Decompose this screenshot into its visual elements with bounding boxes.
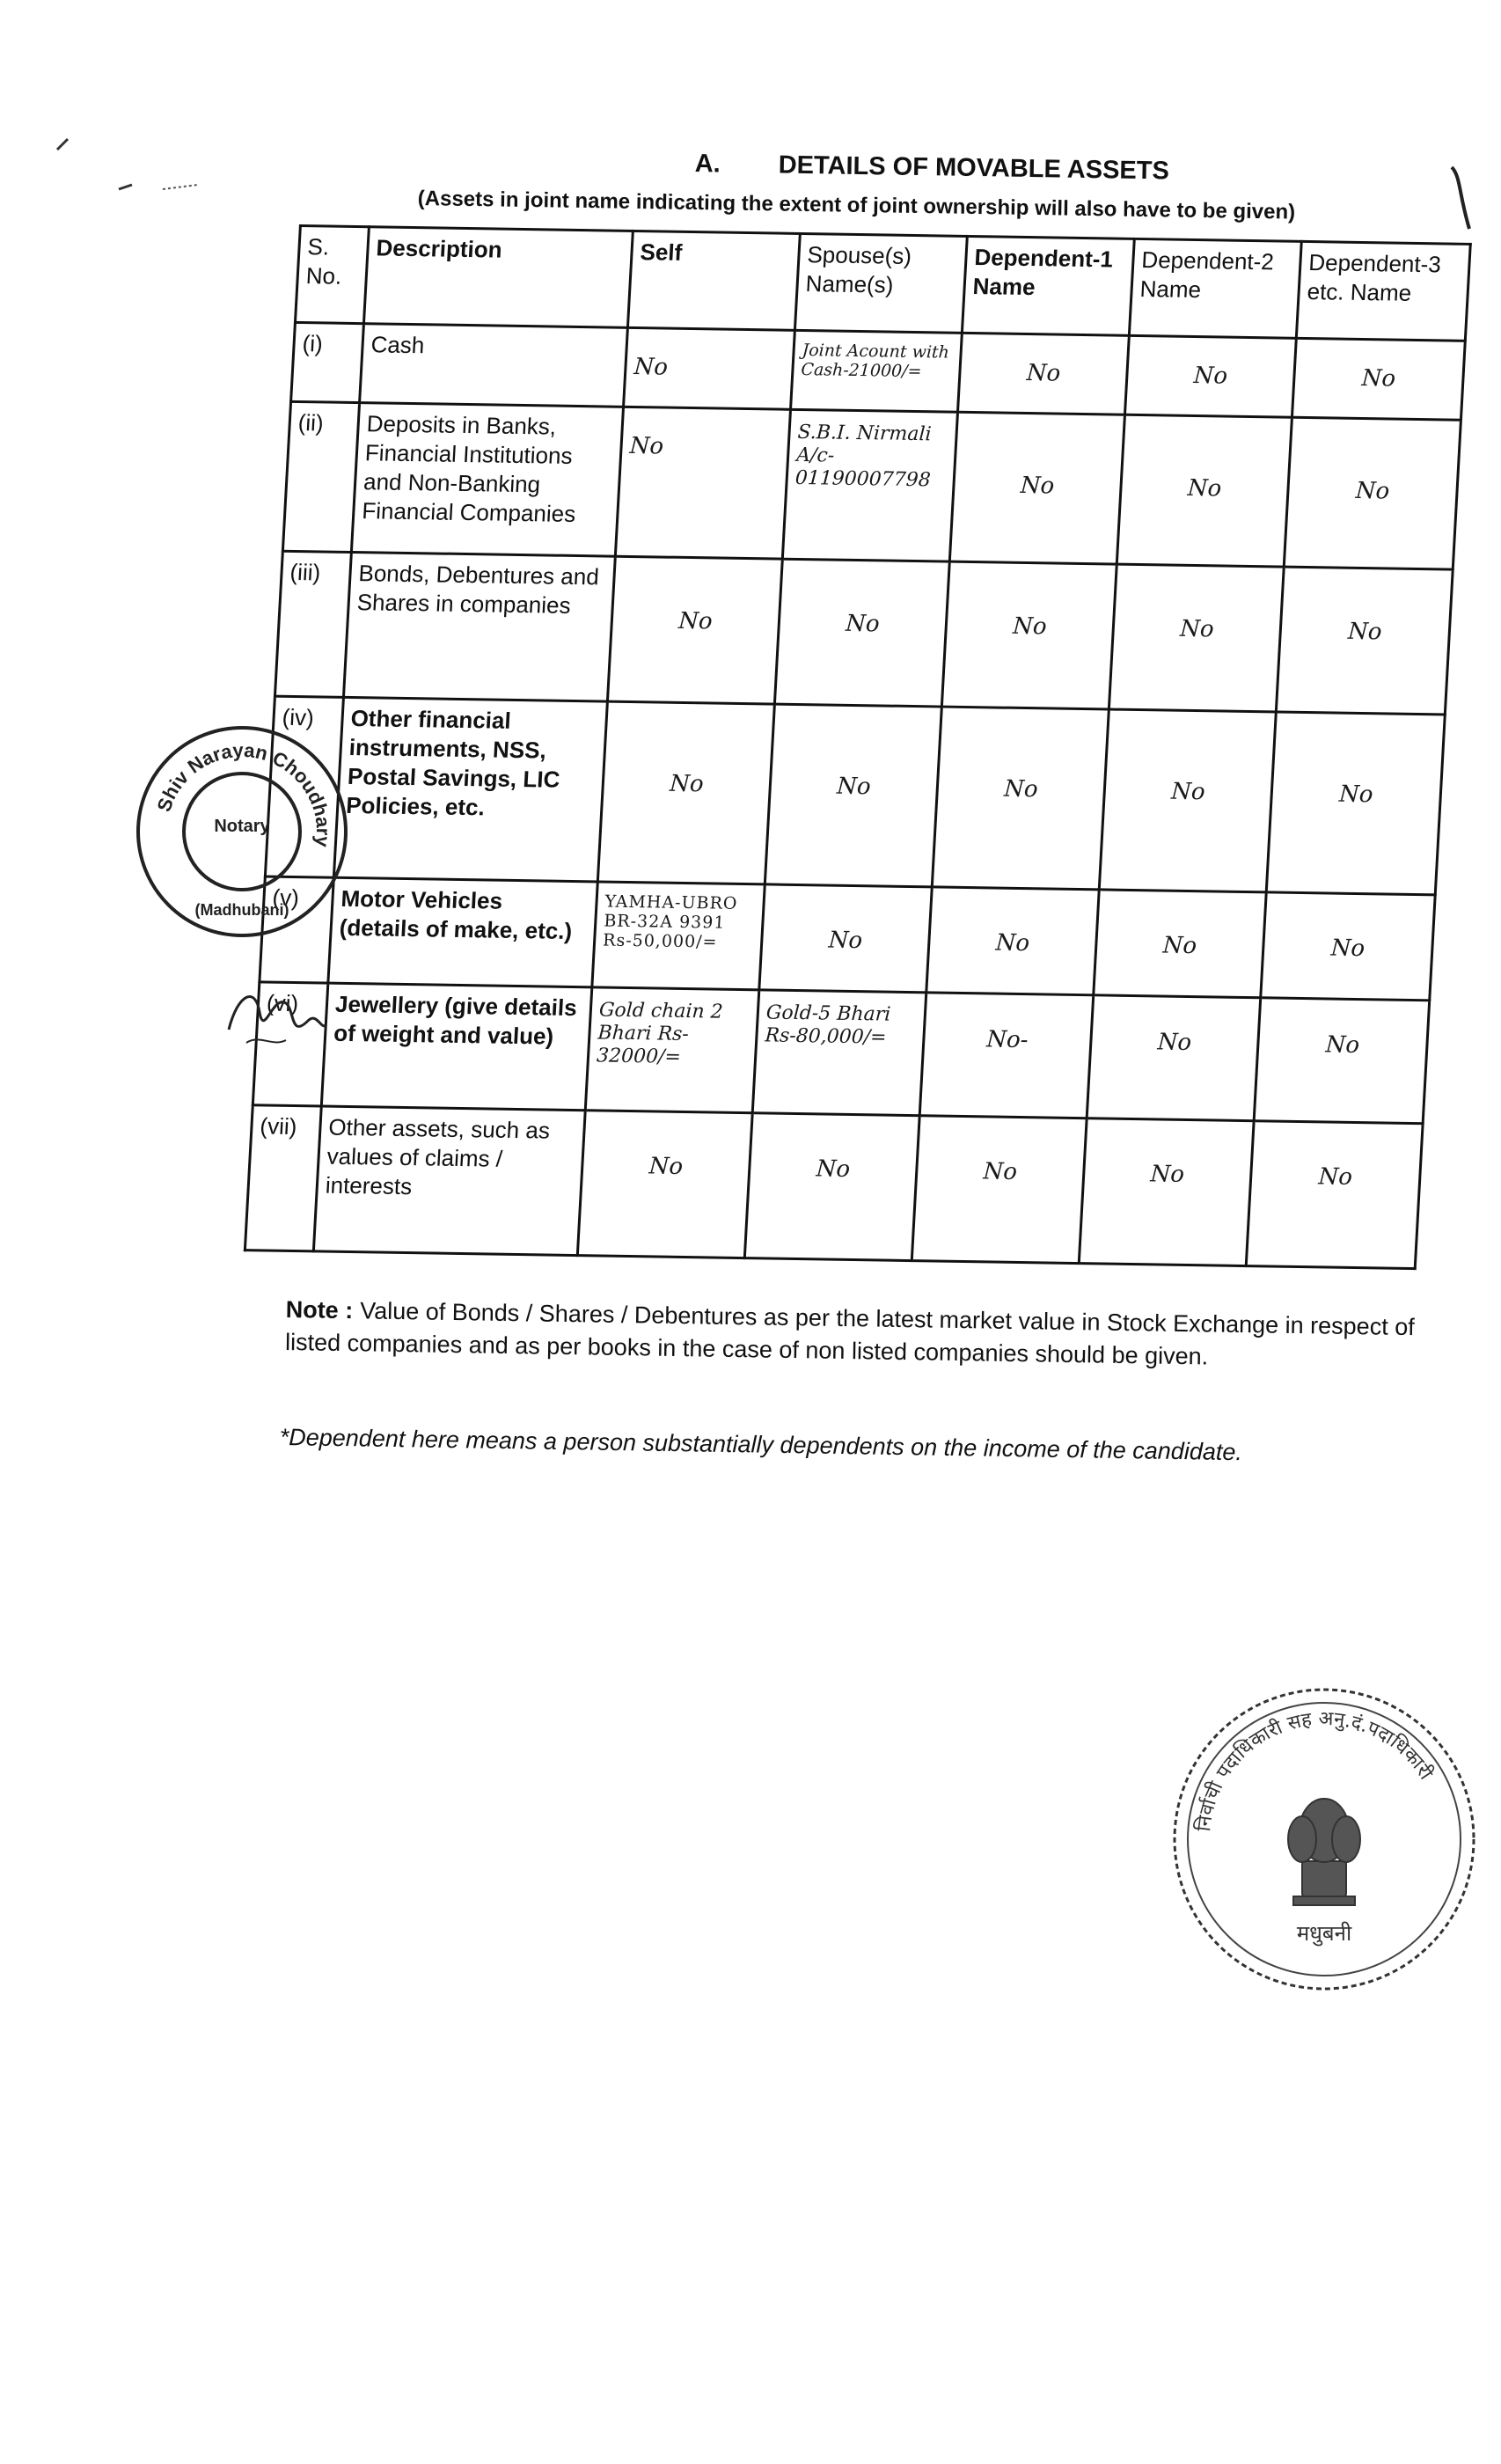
row-dep1-cell	[941, 561, 1117, 709]
row-dep3-cell	[1292, 338, 1465, 420]
row-self: YAMHA-UBRO BR-32A 9391 Rs-50,000/=	[602, 891, 738, 952]
row-spouse-cell	[752, 990, 926, 1116]
table-row	[245, 1105, 1423, 1269]
row-dep2-cell	[1109, 564, 1284, 712]
table-row	[275, 551, 1453, 715]
row-self: No	[648, 1153, 684, 1180]
row-self-cell	[607, 556, 782, 704]
row-dep1: No	[1012, 612, 1048, 641]
row-dep3: No	[1324, 1031, 1360, 1060]
section-number: A.	[694, 150, 721, 179]
row-self-cell	[577, 1111, 752, 1258]
row-self-cell	[597, 701, 774, 884]
row-description: Motor Vehicles (details of make, etc.)	[328, 877, 597, 987]
notary-seal-place: (Madhubani)	[194, 901, 289, 919]
row-sno: (vi)	[253, 982, 328, 1106]
row-spouse-cell	[759, 884, 932, 993]
notary-seal-name: Shiv Narayan Choudhary	[152, 738, 335, 848]
row-dep1-cell	[932, 707, 1109, 890]
row-dep2: No	[1186, 474, 1223, 502]
notary-seal	[132, 722, 352, 942]
row-description: Jewellery (give details of weight and value)	[321, 983, 592, 1111]
row-dep3-cell	[1246, 1121, 1423, 1269]
row-dep3: No	[1338, 781, 1374, 809]
row-sno: (i)	[291, 322, 364, 402]
table-header-row	[295, 226, 1470, 341]
row-dep2: No	[1179, 615, 1215, 643]
row-self-cell	[585, 987, 759, 1113]
row-spouse-cell	[791, 330, 963, 412]
row-spouse: No	[845, 610, 881, 638]
row-dep1: No	[1003, 775, 1039, 803]
header-self: Self	[627, 231, 800, 330]
row-self-cell	[615, 407, 790, 559]
row-dep1: No	[994, 929, 1030, 957]
header-dependent-1: Dependent-1 Name	[962, 236, 1134, 335]
row-spouse-cell	[782, 409, 957, 561]
row-spouse: Gold-5 Bhari Rs-80,000/=	[764, 1001, 891, 1049]
row-dep1: No	[1025, 360, 1061, 387]
row-self: No	[628, 432, 664, 460]
row-dep3-cell	[1266, 712, 1445, 895]
row-spouse-cell	[744, 1113, 919, 1261]
row-dep2: No	[1170, 778, 1206, 806]
margin-mark	[1443, 158, 1483, 238]
row-dep3-cell	[1261, 892, 1435, 1001]
row-dep2: No	[1149, 1161, 1185, 1188]
row-spouse-cell	[765, 704, 941, 887]
section-heading	[694, 150, 1169, 186]
row-description: Cash	[360, 324, 628, 407]
row-self-cell	[592, 882, 765, 990]
row-dep1-cell	[912, 1116, 1087, 1264]
row-dep1: No	[1020, 472, 1056, 500]
header-dependent-2: Dependent-2 Name	[1129, 238, 1301, 338]
row-sno: (v)	[260, 876, 333, 983]
row-self: No	[677, 607, 714, 635]
row-dep2-cell	[1117, 414, 1292, 567]
government-seal	[1161, 1676, 1487, 2002]
row-description: Other assets, such as values of claims / interests	[313, 1106, 585, 1256]
header-spouse: Spouse(s) Name(s)	[794, 233, 967, 333]
row-dep2-cell	[1124, 335, 1296, 417]
row-dep2-cell	[1094, 890, 1266, 998]
row-spouse: S.B.I. Nirmali A/c- 01190007798	[794, 421, 933, 492]
row-sno: (ii)	[282, 401, 359, 552]
note-paragraph	[285, 1294, 1465, 1377]
row-dep3-cell	[1276, 567, 1453, 715]
row-dep1-cell	[958, 333, 1130, 414]
row-sno: (iii)	[275, 551, 351, 697]
row-description: Other financial instruments, NSS, Postal Savings, LIC Policies, etc.	[333, 697, 607, 882]
row-description: Deposits in Banks, Financial Institutions and Non-Banking Financial Companies	[351, 403, 623, 557]
row-self-cell	[624, 327, 795, 409]
header-description: Description	[363, 227, 633, 328]
row-dep2: No	[1156, 1029, 1192, 1057]
row-dep2: No	[1192, 363, 1228, 390]
table-row	[260, 876, 1435, 1001]
row-dep2: No	[1161, 932, 1197, 960]
header-sno: S. No.	[295, 226, 369, 324]
margin-scribbles	[48, 123, 224, 202]
row-dep1: No	[982, 1158, 1018, 1185]
row-dep3: No	[1360, 365, 1396, 392]
row-spouse: No	[815, 1155, 851, 1183]
row-self: No	[669, 770, 705, 798]
row-dep3: No	[1354, 477, 1390, 505]
row-dep3: No	[1329, 935, 1366, 963]
emblem-icon	[1288, 1799, 1360, 1905]
row-dep3-cell	[1254, 998, 1430, 1124]
row-spouse: No	[827, 927, 863, 955]
row-dep1-cell	[926, 887, 1099, 995]
table-row	[253, 982, 1429, 1124]
note-text: Value of Bonds / Shares / Debentures as per the latest market value in Stock Exchange in respect of listed companies and as per books in the case of non listed companies should be given.	[284, 1297, 1415, 1370]
row-dep3-cell	[1284, 417, 1461, 569]
row-dep3: No	[1347, 618, 1383, 646]
row-dep1-cell	[949, 412, 1124, 564]
row-spouse-cell	[774, 559, 949, 707]
row-dep3: No	[1317, 1163, 1353, 1191]
section-subtitle: (Assets in joint name indicating the extent of joint ownership will also have to be given)	[417, 187, 1296, 224]
header-dependent-3: Dependent-3 etc. Name	[1296, 241, 1470, 341]
row-dep2-cell	[1087, 995, 1261, 1121]
row-spouse: No	[836, 773, 872, 801]
row-dep1: No-	[985, 1026, 1029, 1054]
gov-seal-place: मधुबनी	[1296, 1921, 1352, 1946]
row-sno: (vii)	[245, 1105, 321, 1251]
row-spouse: Joint Acount with Cash-21000/=	[800, 341, 950, 382]
section-title: DETAILS OF MOVABLE ASSETS	[778, 150, 1170, 186]
note-label: Note :	[285, 1295, 354, 1324]
notary-seal-title: Notary	[214, 817, 270, 836]
table-row	[265, 696, 1445, 895]
table-row	[282, 401, 1461, 569]
row-self: Gold chain 2 Bhari Rs-32000/=	[596, 999, 724, 1068]
signature	[220, 977, 334, 1056]
movable-assets-table	[244, 224, 1472, 1270]
row-sno: (iv)	[265, 696, 343, 877]
row-self: No	[633, 354, 669, 381]
row-description: Bonds, Debentures and Shares in companies	[343, 552, 615, 701]
row-dep2-cell	[1099, 709, 1276, 892]
row-dep2-cell	[1079, 1118, 1254, 1266]
row-dep1-cell	[919, 993, 1094, 1118]
gov-seal-outer-text: निर्वाची पदाधिकारी सह अनु.दं.पदाधिकारी	[1193, 1707, 1437, 1833]
dependent-footnote: *Dependent here means a person substantially dependents on the income of the candidate.	[279, 1424, 1243, 1466]
